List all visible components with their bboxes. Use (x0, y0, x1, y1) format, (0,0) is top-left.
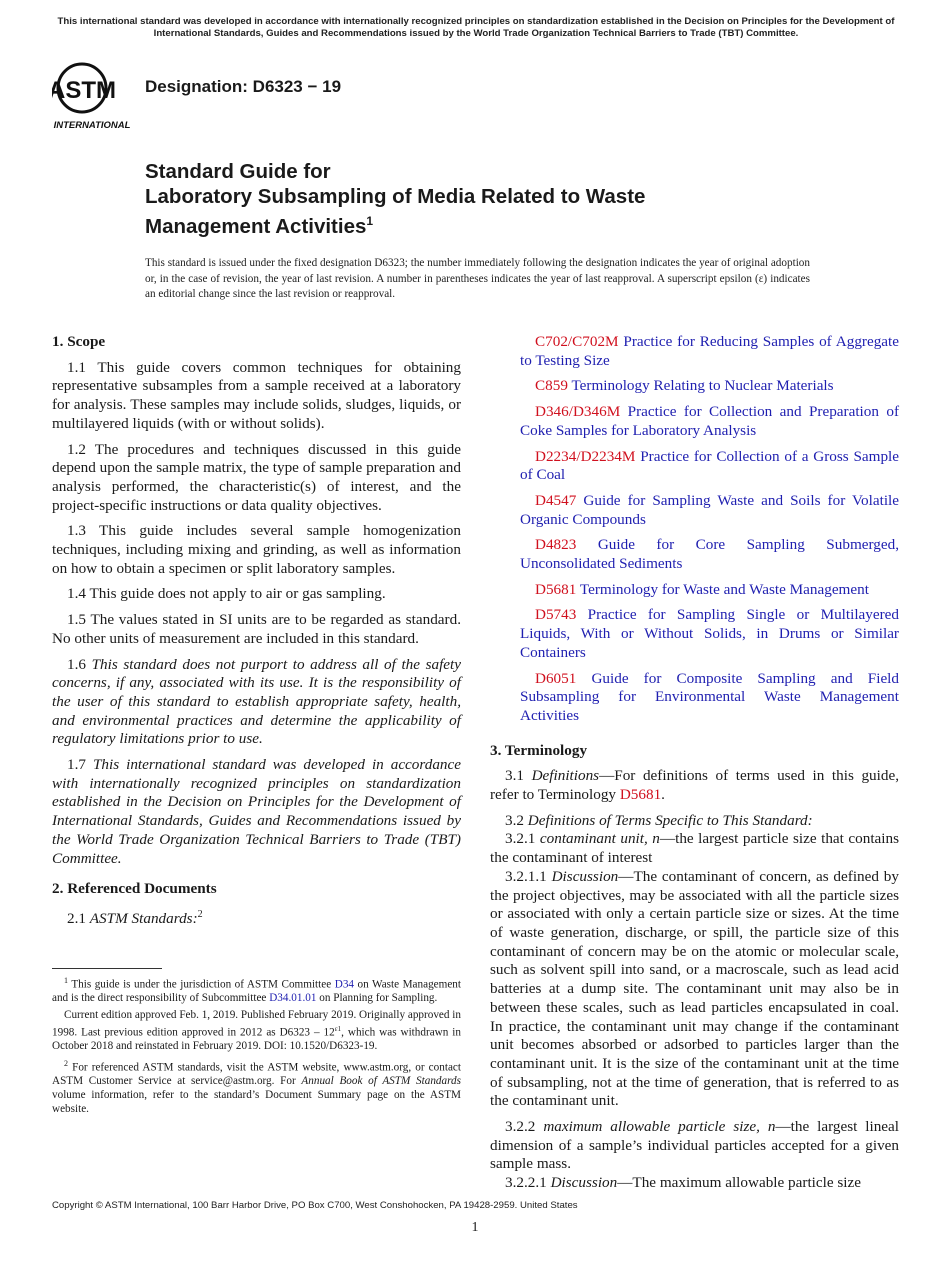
reference-item[interactable] (490, 333, 899, 370)
copyright: Copyright © ASTM International, 100 Barr Harbor Drive, PO Box C700, West Conshohocken, PA 19428-2959. United States (52, 1200, 578, 1211)
issued-note: This standard is issued under the fixed designation D6323; the number immediately following the designation indicates the year of original adoption or, in the case of revision, the year of last revision. A number in parentheses indicates the year of last reapproval. A superscript epsilon (ε) indicates an editorial change since the last revision or reapproval. (145, 257, 810, 300)
scope-p7-num: 1.7 (67, 756, 86, 774)
term-3-2-1-1-num: 3.2.1.1 (505, 867, 547, 885)
logo-letters: ASTM (52, 77, 116, 104)
footnote-1-c: on Planning for Sampling. (319, 992, 438, 1005)
top-notice: This international standard was developed in accordance with internationally recognized principles on standardization established in the Decision on Principles for the Development of International Standards, Guides and Recommendations issued by the World Trade Organization Technical Barriers to Trade (TBT) Committee. (57, 16, 895, 39)
reference-code[interactable]: D4547 (535, 491, 577, 509)
term-3-2-2-num: 3.2.2 (505, 1118, 536, 1136)
reference-title[interactable]: Practice for Collection and Preparation of Coke Samples for Laboratory Analysis (520, 403, 899, 439)
term-3-1-term: Definitions (531, 767, 600, 785)
reference-item[interactable] (490, 536, 899, 573)
footnote-2-mark: 2 (64, 1058, 68, 1068)
right-column (490, 333, 899, 1200)
footnote-2 (52, 1057, 461, 1117)
terminology-d5681-link[interactable]: D5681 (619, 786, 662, 804)
scope-p4: 1.4 This guide does not apply to air or gas sampling. (67, 585, 386, 603)
reference-code[interactable]: C702/C702M (535, 333, 619, 350)
astm-logo (52, 58, 134, 132)
reference-item[interactable] (490, 492, 899, 529)
footnote-1-b: on Waste Management and is the direct responsibility of Subcommittee (52, 978, 461, 1005)
term-3-1-end: . (661, 786, 665, 804)
referenced-sub (52, 906, 461, 929)
reference-title[interactable]: Guide for Composite Sampling and Field Subsampling for Environmental Waste Management Activities (520, 669, 899, 724)
term-3-2-2 (490, 1118, 899, 1174)
page-number: 1 (471, 1220, 479, 1235)
reference-item[interactable] (490, 403, 899, 440)
reference-code[interactable]: D2234/D2234M (535, 447, 636, 465)
scope-p3: 1.3 This guide includes several sample homogenization techniques, including mixing and grinding, as well as information on how to obtain a specimen or split laboratory samples. (52, 522, 461, 577)
left-column (52, 333, 461, 936)
logo-text: INTERNATIONAL (53, 120, 131, 131)
reference-title[interactable]: Terminology for Waste and Waste Management (579, 580, 869, 598)
footnote-1-edition (52, 1009, 461, 1054)
term-3-2-2-1-text: —The maximum allowable particle size (617, 1174, 861, 1192)
term-3-2-1-term: contaminant unit, n (539, 830, 660, 848)
reference-title[interactable]: Practice for Sampling Single or Multilayered Liquids, With or Without Solids, in Drums or Similar Containers (520, 606, 900, 661)
footnote-2-a: For referenced ASTM standards, visit the ASTM website, www.astm.org, or contact ASTM Customer Service at service@astm.org. For (52, 1061, 461, 1088)
reference-code[interactable]: D5681 (535, 580, 577, 598)
scope-p6-text: This standard does not purport to address all of the safety concerns, if any, associated with its use. It is the responsibility of the user of this standard to establish appropriate safety, health, and environmental practices and determine the applicability of regulatory limitations prior to use. (52, 655, 462, 748)
reference-code[interactable]: D6051 (535, 669, 577, 687)
title-line-1: Standard Guide for (145, 160, 331, 183)
term-3-2-1-1-term: Discussion (551, 867, 619, 885)
referenced-sub-text: ASTM Standards: (89, 910, 198, 928)
footnote-2-b: volume information, refer to the standard’s Document Summary page on the ASTM website. (52, 1089, 461, 1115)
scope-heading: 1. Scope (52, 333, 106, 350)
scope-p2: 1.2 The procedures and techniques discussed in this guide depend upon the sample matrix, the type of sample preparation and analysis performed, the characteristic(s) of interest, and the project-specific instructions or data quality objectives. (52, 440, 461, 514)
title-line-3: Management Activities (145, 214, 367, 238)
title-line-2: Laboratory Subsampling of Media Related to Waste (145, 184, 646, 208)
term-3-2-1-1 (490, 868, 899, 1111)
footnote-1-a: This guide is under the jurisdiction of ASTM Committee (71, 978, 332, 991)
scope-p7 (52, 756, 461, 868)
term-3-2-2-1 (490, 1174, 899, 1193)
footnote-1-edition-b: , which was withdrawn in October 2018 and reinstated in February 2019. DOI: 10.1520/D6323-19. (52, 1026, 461, 1053)
subcommittee-link[interactable]: D34.01.01 (269, 992, 317, 1005)
reference-code[interactable]: D346/D346M (535, 403, 621, 421)
reference-code[interactable]: D5743 (535, 606, 577, 624)
reference-title[interactable]: Guide for Sampling Waste and Soils for Volatile Organic Compounds (520, 491, 900, 528)
reference-title[interactable]: Practice for Collection of a Gross Sample of Coal (520, 447, 900, 484)
term-3-2-text: Definitions of Terms Specific to This Standard: (527, 811, 813, 829)
page-title (145, 160, 845, 239)
term-3-2-1-1-text: —The contaminant of concern, as defined by the project objectives, may be associated with all the particle sizes or associated with only a certain particle size or sizes. At the time of waste generation, discharge, or spill, the particle size of this contaminant of concern may be on the atomic or molecular scale, such as solvent spill into sand, or a macroscale, such as lead acid batteries at a dump site. The contaminant unit may also be in between these scales, such as lead particles encapsulated in coal. In practice, the contaminant unit may change if the contaminant unit becomes absorbed or adsorbed to particles larger than the contaminant unit. It is the size of the contaminant unit at the time of subsampling, not at the time of generation, that is referred to as the contaminant unit. (490, 867, 899, 1110)
footnote-divider (52, 968, 162, 969)
term-3-2-num: 3.2 (505, 811, 524, 829)
reference-item[interactable] (490, 581, 899, 600)
scope-p6 (52, 656, 461, 750)
referenced-heading: 2. Referenced Documents (52, 880, 217, 898)
footnotes (52, 974, 461, 1120)
term-3-2-2-term: maximum allowable particle size, n (543, 1118, 776, 1136)
reference-item[interactable] (490, 670, 899, 726)
reference-title[interactable]: Guide for Core Sampling Submerged, Unconsolidated Sediments (520, 536, 900, 573)
term-3-2-2-text: —the largest lineal dimension of a sample’s individual particles accepted for a given sample mass. (490, 1118, 899, 1173)
term-3-2-1-text: —the largest particle size that contains the contaminant of interest (490, 830, 900, 867)
scope-p6-num: 1.6 (67, 655, 86, 673)
footnote-1-edition-a: Current edition approved Feb. 1, 2019. Published February 2019. Originally approved in 1998. Last previous edition approved in 2012 as D6323 – 12 (52, 1009, 461, 1039)
term-3-2-1-num: 3.2.1 (505, 830, 536, 848)
scope-p7-text: This international standard was developed in accordance with internationally recognized principles on standardization established in the Decision on Principles for the Development of International Standards, Guides and Recommendations issued by the World Trade Organization Technical Barriers to Trade (TBT) Committee. (52, 756, 462, 867)
reference-title[interactable]: Practice for Reducing Samples of Aggregate to Testing Size (520, 333, 900, 369)
term-3-2 (490, 812, 899, 831)
referenced-sub-num: 2.1 (67, 910, 86, 928)
term-3-1-text: —For definitions of terms used in this guide, refer to Terminology (490, 767, 899, 804)
footnote-2-ital: Annual Book of ASTM Standards (301, 1075, 461, 1088)
footnote-1-mark: 1 (64, 976, 68, 985)
reference-list (490, 333, 899, 726)
footnote-1 (52, 974, 461, 1006)
reference-code[interactable]: D4823 (535, 536, 577, 554)
reference-item[interactable] (490, 377, 899, 396)
footnote-1-edition-sup: ε1 (334, 1024, 342, 1033)
reference-item[interactable] (490, 448, 899, 485)
term-3-2-2-1-term: Discussion (550, 1174, 618, 1192)
committee-link[interactable]: D34 (334, 978, 355, 991)
term-3-1-num: 3.1 (505, 767, 524, 785)
term-3-1 (490, 767, 899, 804)
designation: Designation: D6323 − 19 (145, 77, 342, 96)
scope-p5: 1.5 The values stated in SI units are to be regarded as standard. No other units of measurement are included in this standard. (52, 611, 461, 647)
referenced-sub-mark: 2 (197, 908, 203, 920)
term-3-2-1 (490, 830, 899, 867)
reference-code[interactable]: C859 (535, 377, 568, 395)
terminology-heading: 3. Terminology (490, 741, 588, 759)
title-footnote-mark: 1 (366, 214, 374, 228)
reference-title[interactable]: Terminology Relating to Nuclear Materials (571, 377, 834, 395)
scope-p1: 1.1 This guide covers common techniques for obtaining representative subsamples from a sample received at a laboratory for analysis. These samples may include solids, sludges, liquids, or multilayered liquids (with or without solids). (52, 358, 461, 432)
reference-item[interactable] (490, 606, 899, 662)
term-3-2-2-1-num: 3.2.2.1 (505, 1174, 547, 1192)
